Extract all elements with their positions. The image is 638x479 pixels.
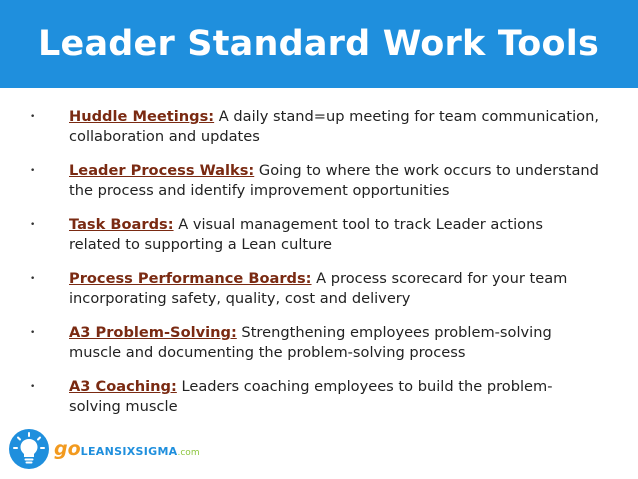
list-item xyxy=(0,161,638,215)
bullet-term: Process Performance Boards: xyxy=(69,270,312,287)
bullet-description: A visual management tool to track Leader actions related to supporting a Lean culture xyxy=(69,216,543,253)
list-item xyxy=(0,269,638,323)
list-item xyxy=(0,215,638,269)
bullet-text xyxy=(69,269,599,309)
bullet-text xyxy=(69,215,599,255)
logo-name: LEANSIXSIGMA xyxy=(80,445,178,458)
bullet-term: Task Boards: xyxy=(69,216,174,233)
bullet-icon: • xyxy=(30,274,36,284)
title-bar xyxy=(0,0,638,88)
bullet-term: A3 Coaching: xyxy=(69,378,177,395)
bullet-text xyxy=(69,161,599,201)
bullet-description: Strengthening employees problem-solving muscle and documenting the problem-solving process xyxy=(69,324,552,361)
company-logo xyxy=(8,428,200,470)
bullet-icon: • xyxy=(30,328,36,338)
bullet-icon: • xyxy=(30,382,36,392)
bullet-icon: • xyxy=(30,112,36,122)
bullet-icon: • xyxy=(30,166,36,176)
bullet-description: A daily stand=up meeting for team communication, collaboration and updates xyxy=(69,108,599,145)
bullet-text xyxy=(69,377,599,417)
bullet-term: Leader Process Walks: xyxy=(69,162,255,179)
bullet-description: Leaders coaching employees to build the problem-solving muscle xyxy=(69,378,553,415)
bullet-list xyxy=(0,107,638,431)
bullet-term: A3 Problem-Solving: xyxy=(69,324,237,341)
list-item xyxy=(0,107,638,161)
list-item xyxy=(0,323,638,377)
bullet-description: A process scorecard for your team incorporating safety, quality, cost and delivery xyxy=(69,270,568,307)
logo-go: go xyxy=(54,438,81,460)
bullet-text xyxy=(69,323,599,363)
bullet-text xyxy=(69,107,599,147)
list-item xyxy=(0,377,638,431)
lightbulb-icon xyxy=(8,428,50,470)
bullet-description: Going to where the work occurs to understand the process and identify improvement opportunities xyxy=(69,162,599,199)
logo-wordmark xyxy=(54,438,200,460)
bullet-term: Huddle Meetings: xyxy=(69,108,215,125)
slide-title: Leader Standard Work Tools xyxy=(38,24,600,64)
bullet-icon: • xyxy=(30,220,36,230)
logo-suffix: .com xyxy=(177,448,200,458)
